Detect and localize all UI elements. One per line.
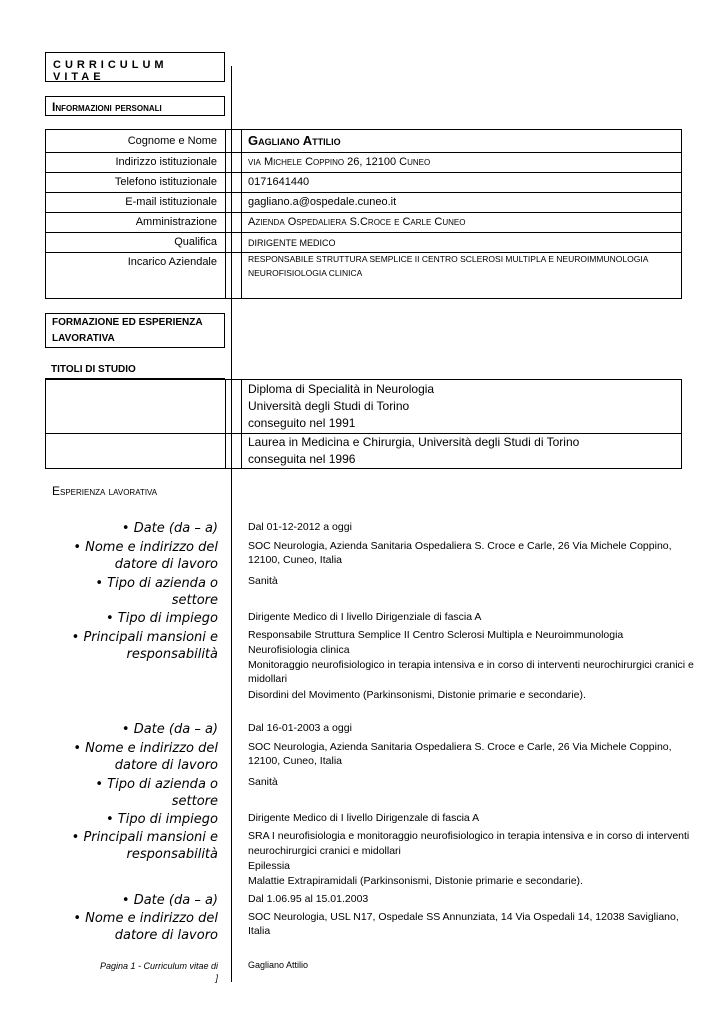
study-1-line2: Università degli Studi di Torino [248,399,410,413]
job3-employer-label: • Nome e indirizzo del [73,911,218,926]
admin-value: Azienda Ospedaliera S.Croce e Carle Cuneo [248,216,466,228]
job3-date: Dal 1.06.95 al 15.01.2003 [248,893,369,905]
job3-employer: SOC Neurologia, USL N17, Ospedale SS Annunziata, 14 Via Ospedali 14, 12038 Savigliano, [248,911,679,923]
job1-date: Dal 01-12-2012 a oggi [248,521,352,533]
job1-duty-4: midollari [248,673,288,685]
job1-duties-label-2: responsabilità [126,647,218,662]
personal-info-table [45,129,682,299]
footer-page-line1: Pagina 1 - Curriculum vitae di [99,961,218,971]
job2-type-label-2: settore [171,794,218,809]
section-studies-label: TITOLI DI STUDIO [51,364,136,375]
job1-type: Sanità [248,575,278,587]
job1-employer-label: • Nome e indirizzo del [73,540,218,555]
section-studies [45,362,225,379]
job3-employer-2: Italia [248,925,271,937]
table-row-line [46,212,681,213]
section-education-experience [45,313,225,348]
table-divider [241,130,242,298]
section-personal-info [45,96,225,116]
phone-label: Telefono istituzionale [114,176,217,188]
table-row-line [46,232,681,233]
study-1-line3: conseguito nel 1991 [248,416,356,430]
job1-duty-5: Disordini del Movimento (Parkinsonismi, Distonie primarie e secondarie). [248,689,586,701]
name-label: Cognome e Nome [127,135,217,147]
admin-label: Amministrazione [135,216,217,228]
job2-job: Dirigente Medico di I livello Dirigenzale di fascia A [248,812,480,824]
section-experience: Esperienza lavorativa [52,484,158,498]
job2-date: Dal 16-01-2003 a oggi [248,722,352,734]
job1-job-label: • Tipo di impiego [105,611,218,626]
job2-date-label: • Date (da – a) [121,722,218,737]
role-label: Incarico Aziendale [127,256,217,268]
table-row-line [46,433,681,434]
job3-date-label: • Date (da – a) [121,893,218,908]
job2-duty-2: neurochirurgici cranici e midollari [248,845,401,857]
job2-job-label: • Tipo di impiego [105,812,218,827]
email-label: E-mail istituzionale [125,196,217,208]
qualification-value: DIRIGENTE MEDICO [248,238,336,248]
email-value: gagliano.a@ospedale.cuneo.it [248,196,397,208]
table-divider [241,380,242,468]
table-row-line [46,172,681,173]
studies-table [45,379,682,469]
job2-type: Sanità [248,776,278,788]
footer-page-info [100,960,218,984]
phone-value: 0171641440 [248,176,310,188]
job2-duty-1: SRA I neurofisiologia e monitoraggio neurofisiologico in terapia intensiva e in corso di interventi [248,830,690,842]
job1-employer-2: 12100, Cuneo, Italia [248,554,342,566]
job3-employer-label-2: datore di lavoro [114,928,218,943]
table-row-line [46,152,681,153]
table-divider [225,130,226,298]
job2-employer-2: 12100, Cuneo, Italia [248,755,342,767]
job2-duties-label: • Principali mansioni e [71,830,218,845]
table-row-line [46,192,681,193]
job1-duties-label: • Principali mansioni e [71,630,218,645]
job1-job: Dirigente Medico di I livello Dirigenziale di fascia A [248,611,482,623]
job1-duty-1: Responsabile Struttura Semplice II Centro Sclerosi Multipla e Neuroimmunologia [248,629,624,641]
job1-type-label-2: settore [171,593,218,608]
name-value: Gagliano Attilio [248,133,341,148]
table-divider [225,380,226,468]
footer-page-line2: ] [215,973,218,983]
job1-duty-3: Monitoraggio neurofisiologico in terapia intensiva e in corso di interventi neurochirurgici cranici e [248,659,694,671]
job2-employer-label: • Nome e indirizzo del [73,741,218,756]
table-row-line [46,252,681,253]
section-personal-info-label: Informazioni personali [52,100,162,114]
address-value: via Michele Coppino 26, 12100 Cuneo [248,156,431,168]
job1-duty-2: Neurofisiologia clinica [248,644,350,656]
study-2-line1: Laurea in Medicina e Chirurgia, Università degli Studi di Torino [248,435,580,449]
cv-title: CURRICULUM VITAE [45,52,225,82]
job1-type-label: • Tipo di azienda o [95,576,218,591]
job1-date-label: • Date (da – a) [121,521,218,536]
job1-employer-label-2: datore di lavoro [114,557,218,572]
job2-type-label: • Tipo di azienda o [95,777,218,792]
section-education-experience-line1: FORMAZIONE ED ESPERIENZA [52,317,203,328]
job1-employer: SOC Neurologia, Azienda Sanitaria Ospedaliera S. Croce e Carle, 26 Via Michele Coppino, [248,540,672,552]
footer-name: Gagliano Attilio [248,960,309,970]
qualification-label: Qualifica [174,236,217,248]
study-2-line2: conseguita nel 1996 [248,452,356,466]
address-label: Indirizzo istituzionale [115,156,217,168]
section-education-experience-line2: LAVORATIVA [52,333,115,344]
study-1-line1: Diploma di Specialità in Neurologia [248,382,435,396]
job2-duty-3: Epilessia [248,860,291,872]
role-value-line1: RESPONSABILE STRUTTURA SEMPLICE II CENTRO SCLEROSI MULTIPLA E NEUROIMMUNOLOGIA [248,254,649,264]
job2-employer-label-2: datore di lavoro [114,758,218,773]
job2-employer: SOC Neurologia, Azienda Sanitaria Ospedaliera S. Croce e Carle, 26 Via Michele Coppino, [248,741,672,753]
role-value-line2: NEUROFISIOLOGIA CLINICA [248,268,363,278]
job2-duties-label-2: responsabilità [126,847,218,862]
job2-duty-4: Malattie Extrapiramidali (Parkinsonismi, Distonie primarie e secondarie). [248,875,583,887]
